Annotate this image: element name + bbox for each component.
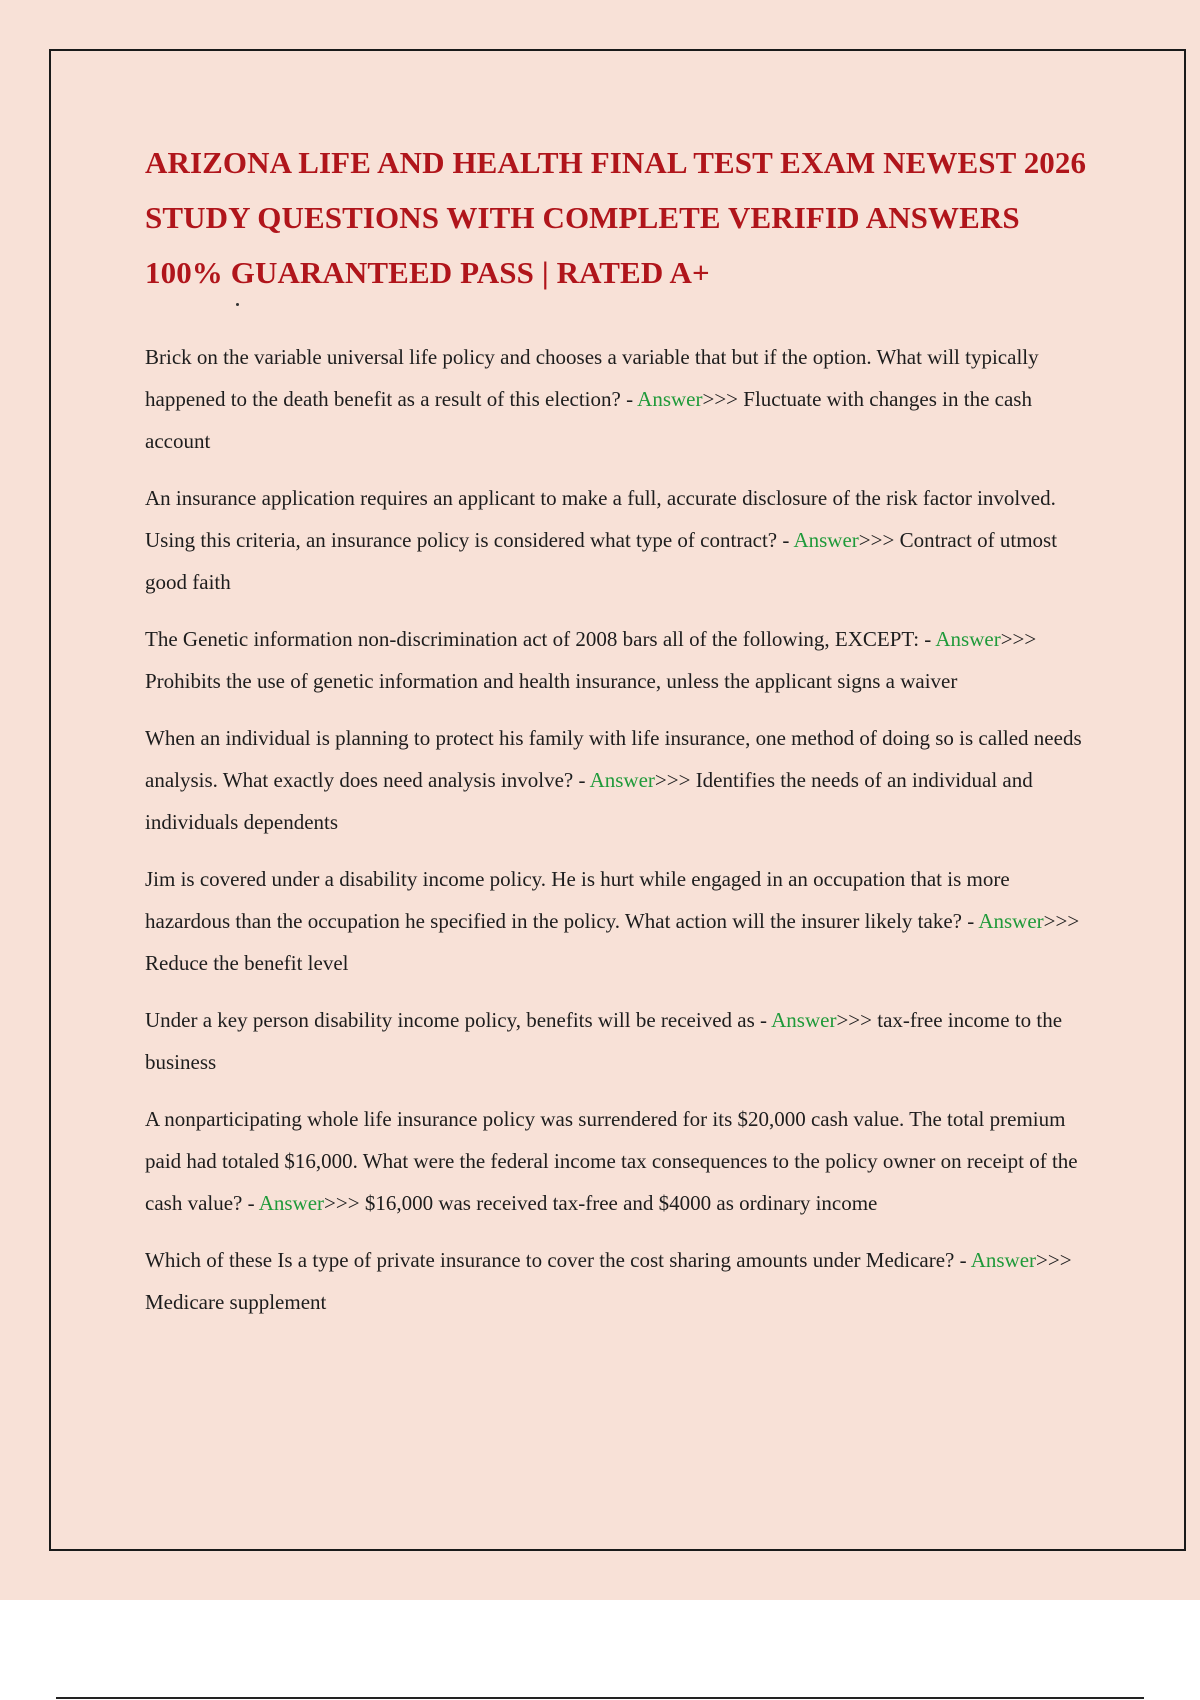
question-text: Which of these Is a type of private insurance to cover the cost sharing amounts under Medicare? - xyxy=(145,1248,971,1272)
document-content xyxy=(145,135,1090,1338)
question-text: Under a key person disability income policy, benefits will be received as - xyxy=(145,1008,772,1032)
question-text: An insurance application requires an applicant to make a full, accurate disclosure of the risk factor involved. Using this criteria, an insurance policy is considered what type of contract? - xyxy=(145,486,1056,552)
answer-marker: >>> xyxy=(1043,909,1080,933)
question-text: The Genetic information non-discrimination act of 2008 bars all of the following, EXCEPT: - xyxy=(145,627,936,651)
answer-link[interactable]: Answer xyxy=(970,1248,1037,1272)
bottom-divider xyxy=(56,1697,1144,1699)
answer-text: Identifies the needs of an individual and individuals dependents xyxy=(145,768,1033,834)
question-text: Jim is covered under a disability income policy. He is hurt while engaged in an occupation that is more hazardous than the occupation he specified in the policy. What action will the insurer likely take? - xyxy=(145,867,1010,933)
answer-marker: >>> xyxy=(702,387,744,411)
answer-link[interactable]: Answer xyxy=(258,1191,325,1215)
answer-link[interactable]: Answer xyxy=(637,387,703,411)
document-title: ARIZONA LIFE AND HEALTH FINAL TEST EXAM NEWEST 2026 STUDY QUESTIONS WITH COMPLETE VERIFID ANSWERS 100% GUARANTEED PASS | RATED A+ xyxy=(145,145,1087,290)
qa-item xyxy=(145,1239,1090,1323)
qa-item xyxy=(145,336,1090,462)
question-text: When an individual is planning to protect his family with life insurance, one method of doing so is called needs analysis. What exactly does need analysis involve? - xyxy=(145,726,1082,792)
question-text: Brick on the variable universal life policy and chooses a variable that but if the option. What will typically happened to the death benefit as a result of this election? - xyxy=(145,345,1039,411)
answer-text: $16,000 was received tax-free and $4000 as ordinary income xyxy=(364,1191,878,1215)
answer-marker: >>> xyxy=(1000,627,1037,651)
answer-marker: >>> xyxy=(858,528,900,552)
answer-link[interactable]: Answer xyxy=(771,1008,837,1032)
answer-text: Prohibits the use of genetic information and health insurance, unless the applicant signs a waiver xyxy=(145,669,958,693)
answer-marker: >>> xyxy=(836,1008,878,1032)
answer-link[interactable]: Answer xyxy=(978,909,1044,933)
qa-item xyxy=(145,999,1090,1083)
qa-item xyxy=(145,618,1090,702)
answer-text: Reduce the benefit level xyxy=(145,951,349,975)
answer-link[interactable]: Answer xyxy=(793,528,859,552)
answer-text: Fluctuate with changes in the cash account xyxy=(145,387,1032,453)
qa-item xyxy=(145,717,1090,843)
question-text: A nonparticipating whole life insurance policy was surrendered for its $20,000 cash value. The total premium paid had totaled $16,000. What were the federal income tax consequences to the policy owner on receipt of the cash value? - xyxy=(145,1107,1078,1215)
qa-item xyxy=(145,858,1090,984)
qa-item xyxy=(145,477,1090,603)
answer-link[interactable]: Answer xyxy=(589,768,655,792)
answer-marker: >>> xyxy=(324,1191,365,1215)
answer-text: tax-free income to the business xyxy=(145,1008,1063,1074)
answer-marker: >>> xyxy=(654,768,696,792)
qa-list xyxy=(145,336,1090,1323)
answer-text: Contract of utmost good faith xyxy=(145,528,1058,594)
qa-item xyxy=(145,1098,1090,1224)
answer-marker: >>> xyxy=(1036,1248,1072,1272)
answer-link[interactable]: Answer xyxy=(935,627,1001,651)
answer-text: Medicare supplement xyxy=(145,1290,327,1314)
